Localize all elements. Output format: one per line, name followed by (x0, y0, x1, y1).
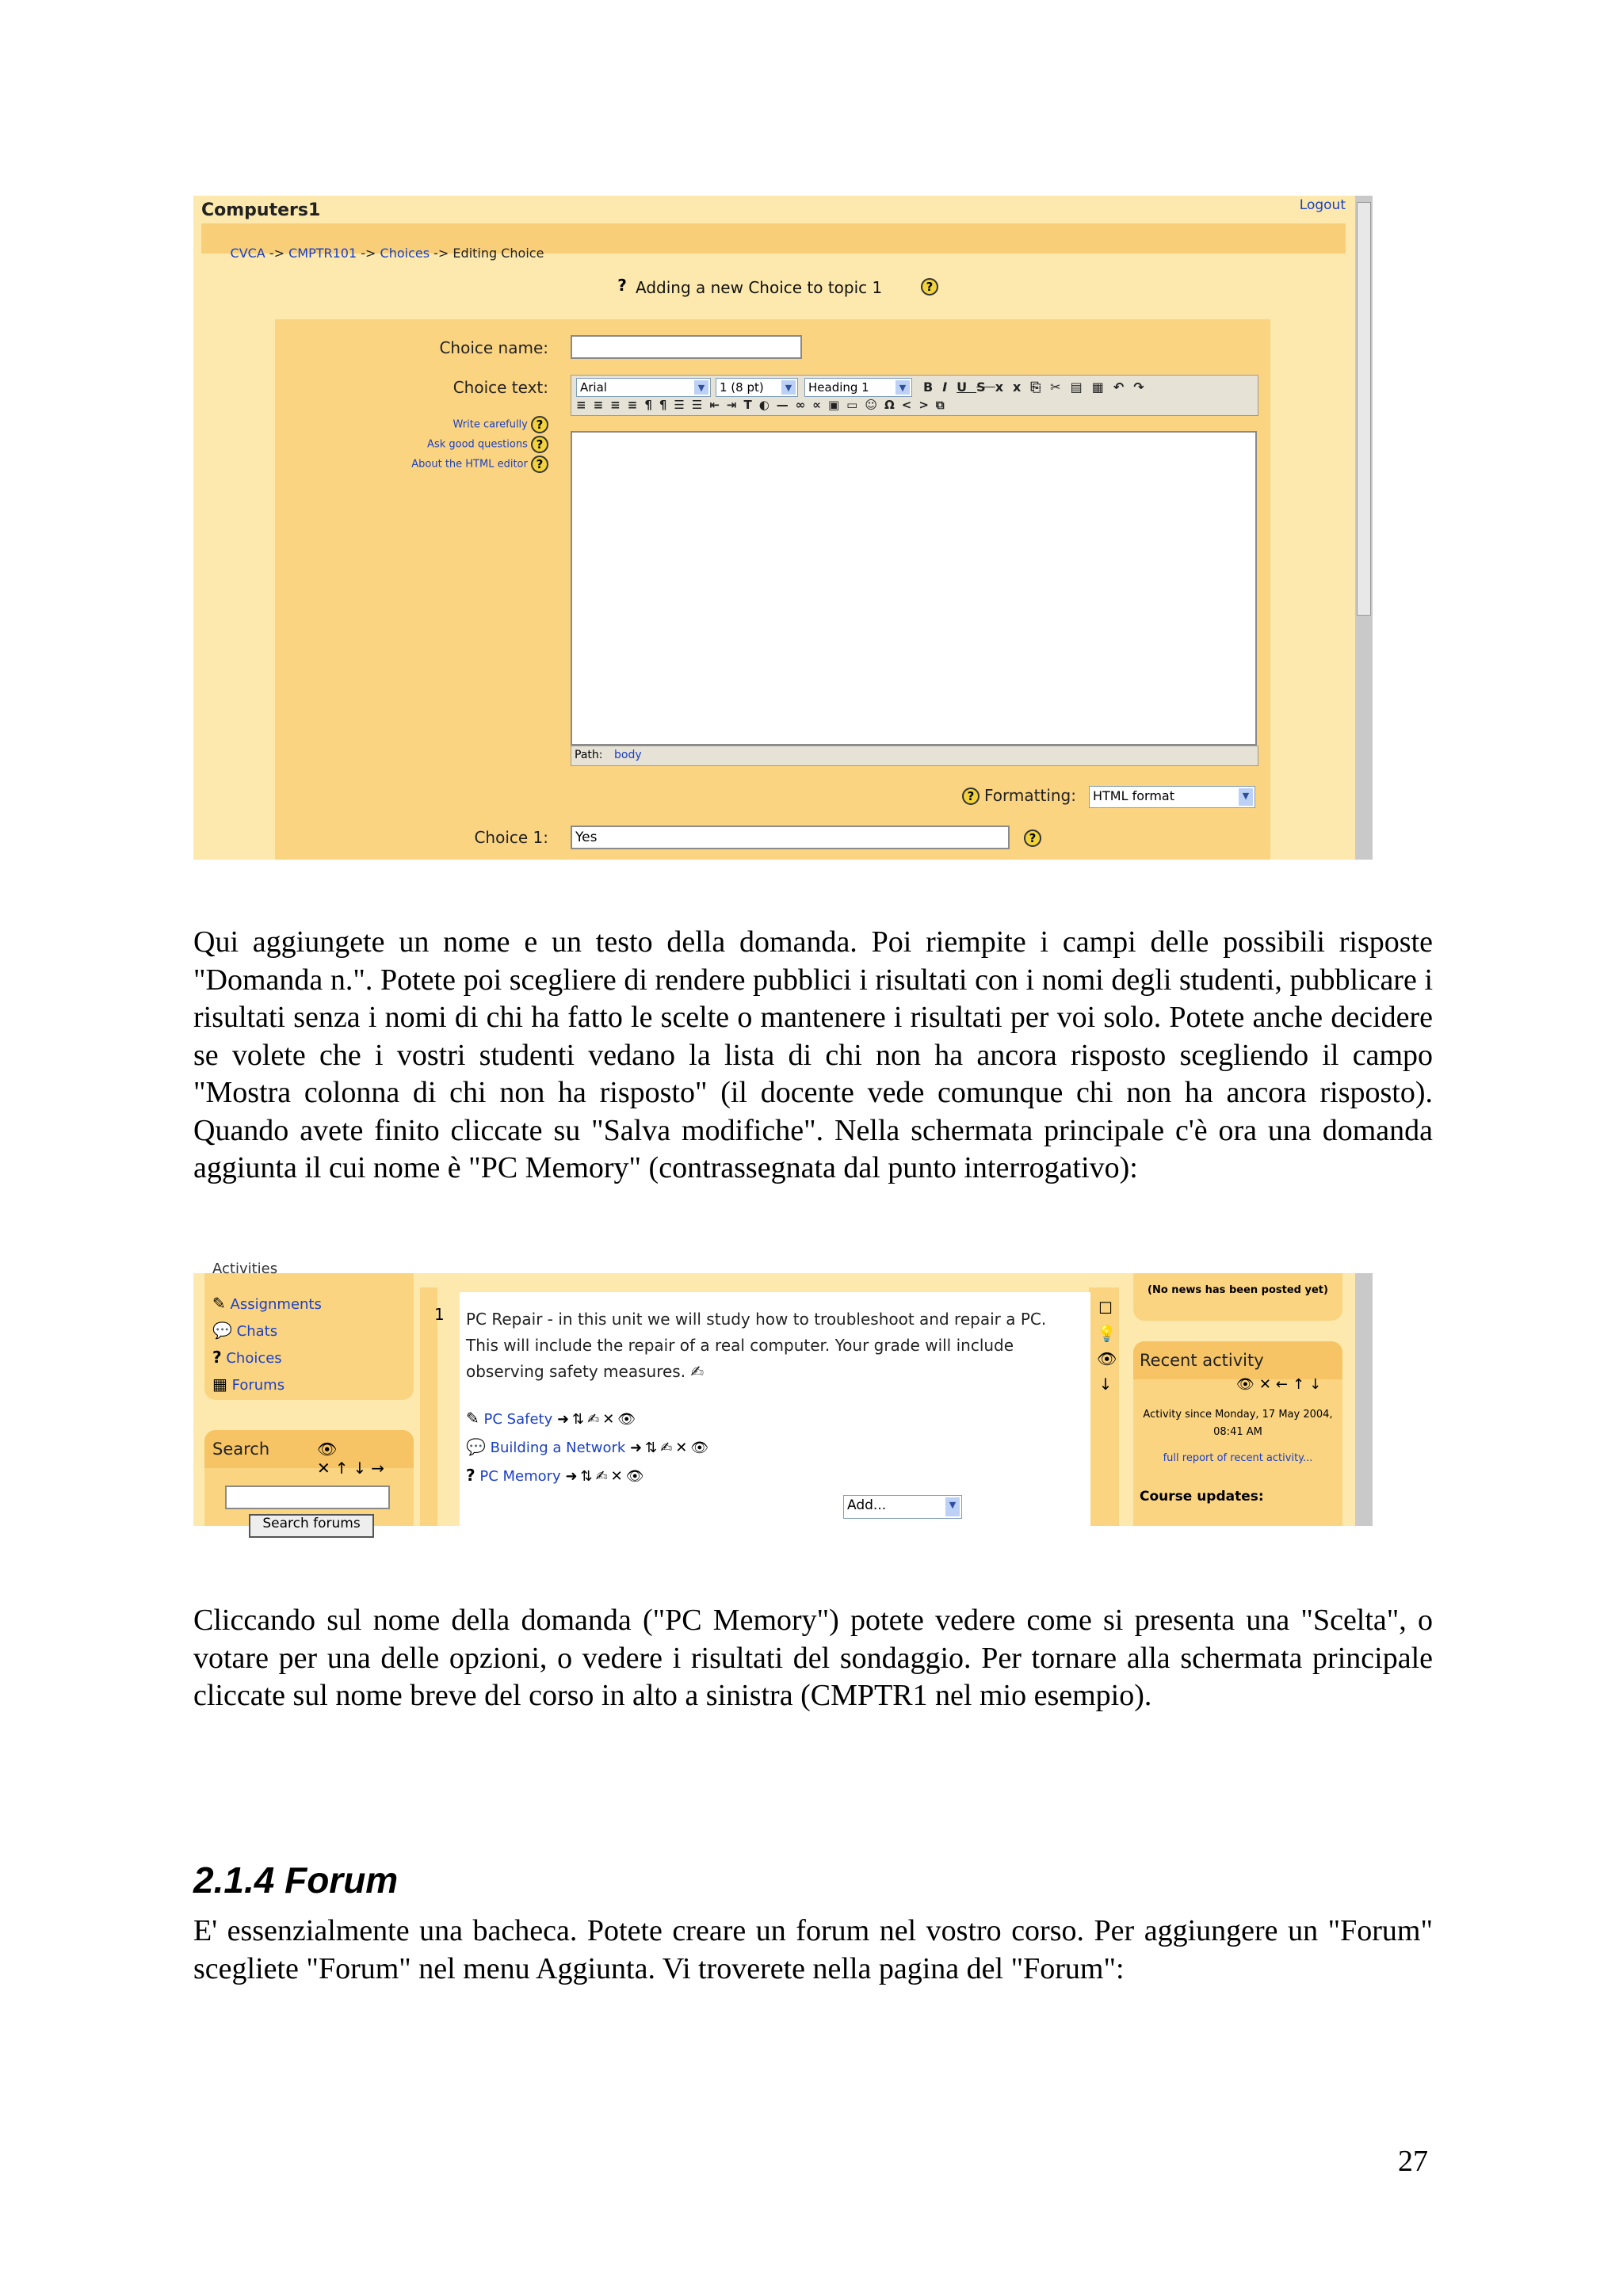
assignment-icon: ✎ (466, 1409, 479, 1428)
html-source-icon[interactable]: <> (901, 398, 936, 412)
highlight-icon[interactable]: 💡 (1097, 1324, 1117, 1343)
topic-summary: PC Repair - in this unit we will study how to troubleshoot and repair a PC. This will include the repair of a real computer. Your grade will include observing safety measures. ✍ (466, 1310, 1047, 1381)
recent-activity-title: Recent activity (1140, 1351, 1264, 1370)
justify-icon[interactable]: ≡ (627, 398, 645, 412)
section-controls[interactable] (1097, 1295, 1117, 1397)
activities-block (204, 1261, 414, 1400)
undo-icon[interactable]: ↶ (1113, 379, 1134, 395)
choice1-input[interactable]: Yes (571, 826, 1010, 849)
checkbox-icon[interactable]: ☐ (1098, 1299, 1113, 1318)
forum-icon: ▦ (212, 1375, 227, 1394)
choice-question-icon: ? (212, 1348, 222, 1367)
unlink-icon[interactable]: ∝ (812, 398, 828, 412)
underline-icon[interactable]: U (957, 379, 977, 395)
recent-activity-block (1133, 1341, 1342, 1526)
size-select[interactable]: 1 (8 pt) ▼ (716, 378, 798, 397)
block-controls[interactable]: 👁✕←↑↓ (1236, 1376, 1327, 1393)
activities-title: Activities (212, 1261, 278, 1277)
paste-icon[interactable]: ▤ (1070, 379, 1092, 395)
body-paragraph: Qui aggiungete un nome e un testo della domanda. Poi riempite i campi delle possibili risposte "Domanda n.". Potete poi scegliere di rendere pubblici i risultati con i nomi degli studenti, pubblicare i risultati senza i nomi di chi ha fatto le scelte o mantenere i risultati per voi solo. Potete anche decidere se volete che i vostri studenti vedano la lista di chi non ha ancora risposto scegliendo il campo "Mostra colonna di chi non ha risposto" (il docente vede comunque chi non ha ancora risposto). Quando avete finito cliccate su "Salva modifiche". Nella schermata principale c'è ora una domanda aggiunta il cui nome è "PC Memory" (contrassegnata dal punto interrogativo): (193, 925, 1433, 1184)
editor-statusbar (571, 746, 1258, 766)
chevron-down-icon: ▼ (694, 380, 708, 395)
help-icon[interactable]: ? (531, 416, 548, 433)
align-center-icon[interactable]: ≡ (593, 398, 611, 412)
choice1-label: Choice 1: (474, 828, 548, 847)
special-char-icon[interactable]: Ω (884, 398, 902, 412)
activity-chats[interactable]: Chats (236, 1323, 278, 1340)
indent-icon[interactable]: ⇥ (726, 398, 744, 412)
choice-question-icon: ? (617, 276, 627, 295)
edit-controls[interactable]: ➜⇅✍✕👁 (565, 1468, 647, 1485)
horizontal-rule-icon[interactable]: — (776, 398, 796, 412)
breadcrumb-choices[interactable]: Choices (380, 246, 430, 261)
editor-toolbar (571, 375, 1258, 416)
search-block (204, 1430, 414, 1531)
redo-icon[interactable]: ↷ (1133, 379, 1154, 395)
page-scrollbar[interactable] (1355, 196, 1373, 860)
cut-icon[interactable]: ✂ (1050, 379, 1071, 395)
search-input[interactable] (225, 1486, 390, 1509)
paragraph-buttons[interactable] (576, 398, 952, 412)
activity-building-network[interactable]: Building a Network (490, 1440, 626, 1456)
edit-controls[interactable]: ➜⇅✍✕👁 (630, 1440, 712, 1456)
add-activity-select[interactable]: Add... ▼ (843, 1495, 962, 1519)
activity-forums[interactable]: Forums (231, 1377, 285, 1394)
link-icon[interactable]: ∞ (795, 398, 813, 412)
rtl-icon[interactable]: ¶ (659, 398, 674, 412)
course-updates-label: Course updates: (1140, 1489, 1264, 1505)
page-heading: Adding a new Choice to topic 1 (636, 278, 883, 297)
scrollbar-thumb[interactable] (1357, 202, 1371, 616)
search-forums-button[interactable]: Search forums (249, 1514, 374, 1538)
choice-name-label: Choice name: (439, 338, 548, 357)
chevron-down-icon: ▼ (781, 380, 796, 395)
help-icon[interactable]: ? (1024, 830, 1041, 847)
fullscreen-icon[interactable]: ⧉ (935, 398, 952, 412)
help-icon[interactable]: ? (921, 278, 938, 296)
section-heading: 2.1.4 Forum (193, 1859, 399, 1901)
edit-icon[interactable]: ✍ (690, 1362, 705, 1381)
breadcrumb: CVCA -> CMPTR101 -> Choices -> Editing Choice (201, 223, 1346, 254)
search-title: Search (212, 1440, 270, 1459)
eye-icon[interactable]: 👁 (1097, 1349, 1117, 1368)
choice-text-label: Choice text: (453, 378, 548, 397)
course-page-screenshot (193, 1261, 1373, 1531)
ltr-icon[interactable]: ¶ (644, 398, 659, 412)
formatting-label: Formatting: (984, 786, 1076, 805)
chevron-down-icon: ▼ (896, 380, 910, 395)
news-text: (No news has been posted yet) (1148, 1284, 1328, 1296)
arrow-down-icon[interactable]: ↓ (1098, 1375, 1113, 1394)
path-body-link[interactable]: body (614, 749, 642, 761)
formatting-select[interactable]: HTML format ▼ (1089, 786, 1255, 808)
topic-section (460, 1292, 1090, 1526)
align-right-icon[interactable]: ≡ (610, 398, 628, 412)
help-links (411, 416, 548, 475)
assignment-icon: ✎ (212, 1294, 226, 1313)
chevron-down-icon: ▼ (1239, 788, 1253, 806)
body-paragraph: Cliccando sul nome della domanda ("PC Memory") potete vedere come si presenta una "Scelta", o votare per una delle opzioni, o vedere i risultati del sondaggio. Per tornare alla schermata principale cliccate sul nome breve del corso in alto a sinistra (CMPTR1 nel mio esempio). (193, 1604, 1433, 1712)
unordered-list-icon[interactable]: ☰ (691, 398, 710, 412)
paste-word-icon[interactable]: ▦ (1091, 379, 1113, 395)
smiley-icon[interactable]: ☺ (865, 398, 884, 412)
italic-icon[interactable]: I (942, 379, 957, 395)
activity-choices[interactable]: Choices (226, 1350, 282, 1367)
help-link-questions[interactable]: Ask good questions (427, 438, 528, 451)
choice-question-icon: ? (466, 1466, 475, 1485)
chat-icon: 💬 (466, 1437, 486, 1456)
activities-list (212, 1291, 322, 1398)
help-link-editor[interactable]: About the HTML editor (411, 458, 528, 471)
help-icon[interactable]: ? (531, 456, 548, 473)
help-link-write[interactable]: Write carefully (453, 418, 528, 431)
full-report-link[interactable]: full report of recent activity... (1163, 1452, 1313, 1464)
bold-icon[interactable]: B (923, 379, 943, 395)
format-buttons[interactable] (923, 379, 1154, 395)
activity-pc-safety[interactable]: PC Safety (483, 1411, 553, 1428)
ordered-list-icon[interactable]: ☰ (674, 398, 692, 412)
breadcrumb-cvca[interactable]: CVCA (230, 246, 265, 261)
table-icon[interactable]: ▭ (846, 398, 865, 412)
body-paragraph: E' essenzialmente una bacheca. Potete creare un forum nel vostro corso. Per aggiungere un "Forum" scegliete "Forum" nel menu Aggiunta. Vi troverete nella pagina del "Forum": (193, 1914, 1433, 1985)
align-left-icon[interactable]: ≡ (576, 398, 594, 412)
site-header (201, 196, 1346, 223)
font-select[interactable]: Arial ▼ (576, 378, 711, 397)
strikethrough-icon[interactable]: S (976, 379, 995, 395)
chat-icon: 💬 (212, 1321, 232, 1340)
page-scrollbar[interactable] (1355, 1273, 1373, 1526)
breadcrumb-course[interactable]: CMPTR101 (288, 246, 357, 261)
text-color-icon[interactable]: T (743, 398, 759, 412)
activity-pc-memory[interactable]: PC Memory (479, 1468, 561, 1485)
activity-since: Activity since Monday, 17 May 2004, 08:41 AM (1143, 1409, 1333, 1438)
help-icon[interactable]: ? (962, 788, 980, 805)
news-block (1133, 1273, 1342, 1321)
page-number: 27 (1398, 2145, 1428, 2178)
style-select[interactable]: Heading 1 ▼ (804, 378, 912, 397)
chevron-down-icon: ▼ (945, 1497, 960, 1516)
topic-number: 1 (434, 1305, 445, 1324)
image-icon[interactable]: ▣ (827, 398, 847, 412)
copy-icon[interactable]: ⎘ (1030, 379, 1051, 395)
activity-assignments[interactable]: Assignments (230, 1296, 322, 1313)
choice-text-editor[interactable] (571, 431, 1257, 746)
choice-name-input[interactable] (571, 335, 802, 359)
topic-activities (466, 1405, 712, 1490)
logout-link[interactable]: Logout (1299, 197, 1346, 213)
path-label: Path: (575, 749, 603, 761)
edit-controls[interactable]: ➜⇅✍✕👁 (556, 1411, 640, 1428)
block-controls[interactable]: 👁✕↑↓→ (317, 1440, 390, 1478)
choice-editor-screenshot (193, 196, 1373, 860)
subscript-icon[interactable]: x (995, 379, 1014, 395)
superscript-icon[interactable]: x (1013, 379, 1031, 395)
highlight-icon[interactable]: ◐ (758, 398, 777, 412)
breadcrumb-current: Editing Choice (453, 246, 544, 261)
site-title: Computers1 (201, 200, 321, 220)
outdent-icon[interactable]: ⇤ (709, 398, 727, 412)
help-icon[interactable]: ? (531, 436, 548, 453)
